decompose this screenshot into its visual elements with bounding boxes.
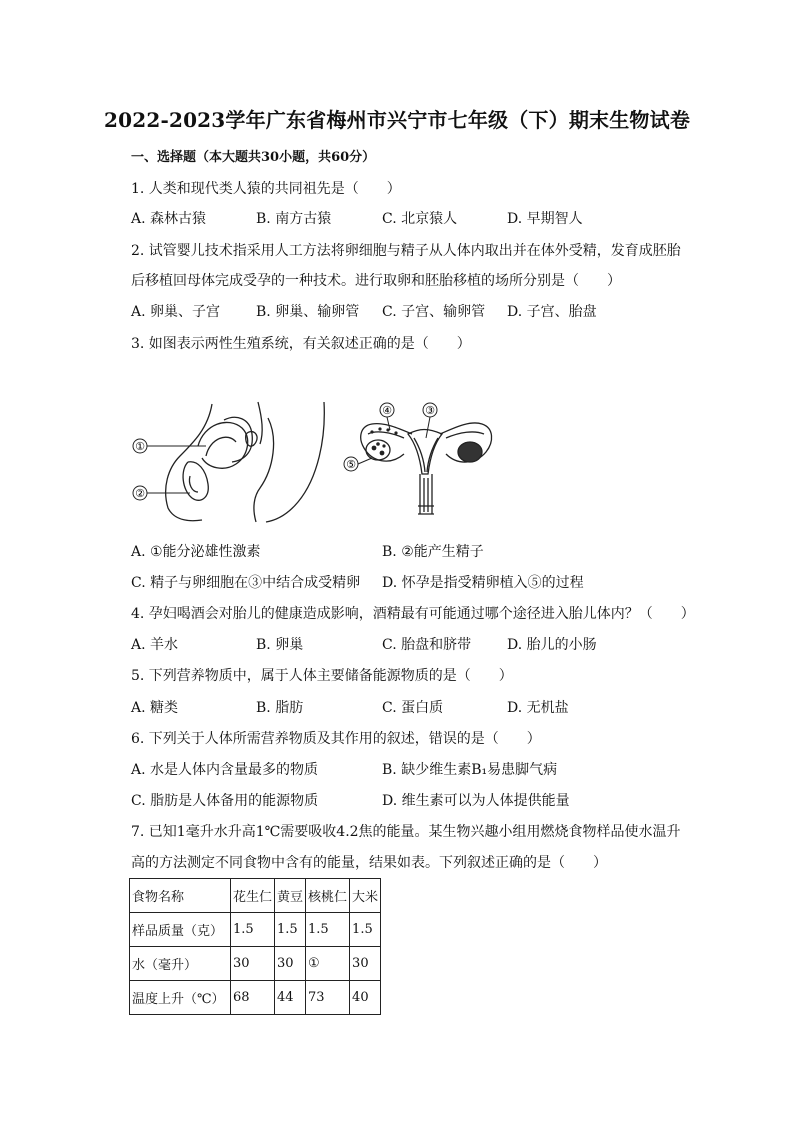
q5-option-b: B. 脂肪 bbox=[256, 700, 304, 716]
section-heading: 一、选择题（本大题共30小题，共60分） bbox=[131, 150, 376, 165]
table-cell: 温度上升（℃） bbox=[130, 981, 231, 1015]
q1-option-b: B. 南方古猿 bbox=[256, 211, 332, 227]
question-5-stem: 5. 下列营养物质中，属于人体主要储备能源物质的是（ ） bbox=[131, 668, 513, 684]
label-4: ④ bbox=[382, 404, 392, 417]
table-cell: 44 bbox=[275, 981, 306, 1015]
q5-option-c: C. 蛋白质 bbox=[382, 700, 444, 716]
table-cell: 1.5 bbox=[350, 913, 381, 947]
q3-option-a: A. ①能分泌雄性激素 bbox=[131, 544, 261, 560]
q6-option-a: A. 水是人体内含量最多的物质 bbox=[131, 762, 319, 778]
q2-option-d: D. 子宫、胎盘 bbox=[507, 304, 597, 320]
table-cell: 1.5 bbox=[275, 913, 306, 947]
q1-option-d: D. 早期智人 bbox=[507, 211, 583, 227]
q1-option-c: C. 北京猿人 bbox=[382, 211, 458, 227]
table-cell: 40 bbox=[350, 981, 381, 1015]
q3-option-d: D. 怀孕是指受精卵植入⑤的过程 bbox=[382, 575, 584, 591]
q6-option-c: C. 脂肪是人体备用的能源物质 bbox=[131, 793, 319, 809]
table-cell: 1.5 bbox=[231, 913, 275, 947]
question-2-stem-line2: 后移植回母体完成受孕的一种技术。进行取卵和胚胎移植的场所分别是（ ） bbox=[131, 273, 621, 289]
exam-title: 2022-2023学年广东省梅州市兴宁市七年级（下）期末生物试卷 bbox=[103, 108, 691, 132]
label-1: ① bbox=[135, 440, 145, 453]
question-6-stem: 6. 下列关于人体所需营养物质及其作用的叙述，错误的是（ ） bbox=[131, 731, 541, 747]
table-header-cell: 核桃仁 bbox=[306, 879, 350, 913]
question-2-stem-line1: 2. 试管婴儿技术指采用人工方法将卵细胞与精子从人体内取出并在体外受精，发育成胚胎 bbox=[131, 243, 681, 259]
q3-option-b: B. ②能产生精子 bbox=[382, 544, 484, 560]
reproductive-system-figure bbox=[128, 398, 508, 524]
q5-option-a: A. 糖类 bbox=[131, 700, 179, 716]
label-2: ② bbox=[135, 487, 145, 500]
table-header-cell: 黄豆 bbox=[275, 879, 306, 913]
q6-option-d: D. 维生素可以为人体提供能量 bbox=[382, 793, 570, 809]
q2-option-a: A. 卵巢、子宫 bbox=[131, 304, 221, 320]
table-cell: 水（毫升） bbox=[130, 947, 231, 981]
table-row bbox=[130, 913, 381, 947]
q1-option-a: A. 森林古猿 bbox=[131, 211, 207, 227]
table-cell: 30 bbox=[350, 947, 381, 981]
table-row bbox=[130, 947, 381, 981]
q4-option-a: A. 羊水 bbox=[131, 637, 179, 653]
table-cell: 30 bbox=[275, 947, 306, 981]
male-reproductive-diagram bbox=[166, 402, 325, 522]
q4-option-d: D. 胎儿的小肠 bbox=[507, 637, 597, 653]
table-cell: 1.5 bbox=[306, 913, 350, 947]
q2-option-c: C. 子宫、输卵管 bbox=[382, 304, 486, 320]
table-cell: 样品质量（克） bbox=[130, 913, 231, 947]
label-5: ⑤ bbox=[346, 458, 356, 471]
q5-option-d: D. 无机盐 bbox=[507, 700, 569, 716]
table-cell: 73 bbox=[306, 981, 350, 1015]
q4-option-c: C. 胎盘和脐带 bbox=[382, 637, 472, 653]
q6-option-b: B. 缺少维生素B₁易患脚气病 bbox=[382, 762, 558, 778]
label-3: ③ bbox=[425, 404, 435, 417]
question-7-stem-line1: 7. 已知1毫升水升高1℃需要吸收4.2焦的能量。某生物兴趣小组用燃烧食物样品使水温升 bbox=[131, 824, 681, 840]
question-3-stem: 3. 如图表示两性生殖系统，有关叙述正确的是（ ） bbox=[131, 336, 471, 352]
table-header-cell: 花生仁 bbox=[231, 879, 275, 913]
q2-option-b: B. 卵巢、输卵管 bbox=[256, 304, 360, 320]
question-7-stem-line2: 高的方法测定不同食物中含有的能量，结果如表。下列叙述正确的是（ ） bbox=[131, 855, 607, 871]
table-cell: 30 bbox=[231, 947, 275, 981]
table-header-cell: 食物名称 bbox=[130, 879, 231, 913]
table-cell: ① bbox=[306, 947, 350, 981]
question-4-stem: 4. 孕妇喝酒会对胎儿的健康造成影响，酒精最有可能通过哪个途径进入胎儿体内？（ ） bbox=[131, 606, 695, 622]
food-energy-table bbox=[129, 878, 381, 1015]
table-header-row bbox=[130, 879, 381, 913]
table-cell: 68 bbox=[231, 981, 275, 1015]
q4-option-b: B. 卵巢 bbox=[256, 637, 304, 653]
table-header-cell: 大米 bbox=[350, 879, 381, 913]
q3-option-c: C. 精子与卵细胞在③中结合成受精卵 bbox=[131, 575, 361, 591]
table-row bbox=[130, 981, 381, 1015]
question-1-stem: 1. 人类和现代类人猿的共同祖先是（ ） bbox=[131, 181, 401, 197]
